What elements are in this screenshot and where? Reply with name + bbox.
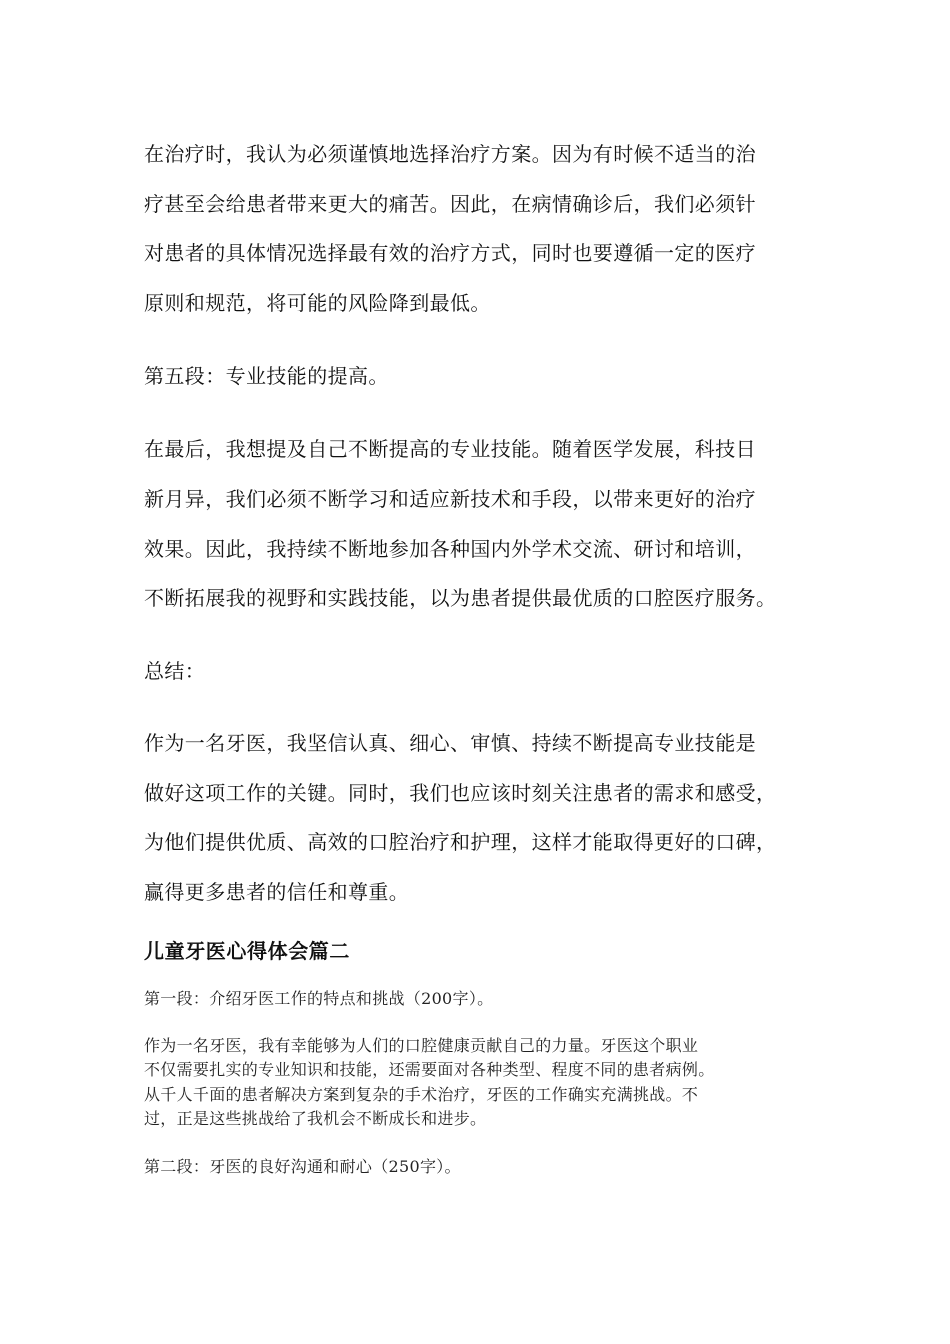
paragraph-line: 作为一名牙医，我坚信认真、细心、审慎、持续不断提高专业技能是 (144, 731, 756, 755)
paragraph-line: 在最后，我想提及自己不断提高的专业技能。随着医学发展，科技日 (144, 437, 756, 461)
paragraph-line: 对患者的具体情况选择最有效的治疗方式，同时也要遵循一定的医疗 (144, 241, 756, 265)
paragraph-line: 新月异，我们必须不断学习和适应新技术和手段，以带来更好的治疗 (144, 487, 756, 511)
section-title: 第一段：介绍牙医工作的特点和挑战（200字）。 (144, 989, 494, 1008)
paragraph-line: 从千人千面的患者解决方案到复杂的手术治疗，牙医的工作确实充满挑战。不 (144, 1085, 699, 1104)
paragraph-line: 疗甚至会给患者带来更大的痛苦。因此，在病情确诊后，我们必须针 (144, 192, 756, 216)
section-title: 第五段：专业技能的提高。 (144, 364, 389, 388)
paragraph-line: 作为一名牙医，我有幸能够为人们的口腔健康贡献自己的力量。牙医这个职业 (144, 1036, 699, 1055)
paragraph-line: 为他们提供优质、高效的口腔治疗和护理，这样才能取得更好的口碑， (144, 830, 777, 854)
paragraph-line: 在治疗时，我认为必须谨慎地选择治疗方案。因为有时候不适当的治 (144, 142, 756, 166)
paragraph-line: 赢得更多患者的信任和尊重。 (144, 880, 410, 904)
paragraph-line: 不断拓展我的视野和实践技能，以为患者提供最优质的口腔医疗服务。 (144, 586, 777, 610)
paragraph-line: 不仅需要扎实的专业知识和技能，还需要面对各种类型、程度不同的患者病例。 (144, 1060, 715, 1079)
paragraph-line: 原则和规范，将可能的风险降到最低。 (144, 291, 491, 315)
summary-title: 总结： (144, 659, 206, 683)
paragraph-line: 效果。因此，我持续不断地参加各种国内外学术交流、研讨和培训， (144, 537, 756, 561)
section-title: 第二段：牙医的良好沟通和耐心（250字）。 (144, 1157, 461, 1176)
paragraph-line: 做好这项工作的关键。同时，我们也应该时刻关注患者的需求和感受， (144, 781, 777, 805)
article-heading: 儿童牙医心得体会篇二 (144, 939, 350, 963)
paragraph-line: 过，正是这些挑战给了我机会不断成长和进步。 (144, 1109, 487, 1128)
